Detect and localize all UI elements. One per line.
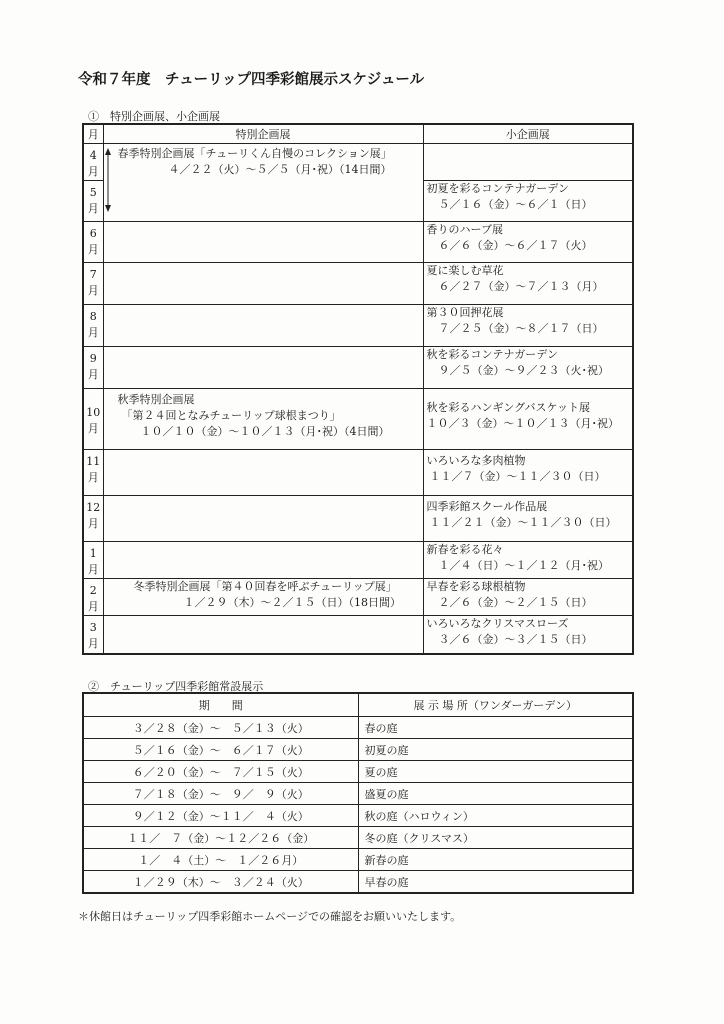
small-exhibit-cell: いろいろなクリスマスローズ ３／６（金）～３／１５（日）: [423, 616, 633, 654]
small-exhibit-cell: 四季彩館スクール作品展 １１／２１（金）～１１／３０（日）: [423, 496, 633, 542]
special-exhibit-cell: [103, 542, 423, 579]
table-row: [83, 144, 633, 181]
small-exhibit-cell: 新春を彩る花々 １／４（日）～１／１２（月･祝）: [423, 542, 633, 579]
month-cell: 11 月: [83, 450, 103, 496]
month-cell: 9 月: [83, 347, 103, 389]
table-row: [83, 542, 633, 579]
place-cell: 早春の庭: [358, 871, 633, 894]
special-exhibit-cell: [103, 616, 423, 654]
small-exhibit-cell: 早春を彩る球根植物 ２／６（金）～２／１５（日）: [423, 579, 633, 616]
small-exhibit-cell: 秋を彩るハンギングバスケット展 １０／３（金）～１０／１３（月･祝）: [423, 389, 633, 450]
table-row: [83, 450, 633, 496]
autumn-exhibit-name: 秋季特別企画展: [117, 393, 195, 406]
small-exhibit-cell: 夏に楽しむ草花 ６／２７（金）～７／１３（月）: [423, 263, 633, 305]
month-cell: 10 月: [83, 389, 103, 450]
month-cell: 6 月: [83, 222, 103, 263]
table-row: [83, 496, 633, 542]
small-exhibit-cell: いろいろな多肉植物 １１／７（金）～１１／３０（日）: [423, 450, 633, 496]
month-cell: 1 月: [83, 542, 103, 579]
table-row: [83, 305, 633, 347]
table-row: [83, 827, 633, 849]
month-cell: 8 月: [83, 305, 103, 347]
period-cell: ３／２８（金）～ ５／１３（火）: [83, 717, 358, 739]
special-exhibit-cell: [103, 305, 423, 347]
period-cell: ９／１２（金）～１１／ ４（火）: [83, 805, 358, 827]
small-exhibit-cell: 香りのハーブ展 ６／６（金）～６／１７（火）: [423, 222, 633, 263]
period-cell: ７／１８（金）～ ９／ ９（火）: [83, 783, 358, 805]
table-row: [83, 871, 633, 894]
month-cell: 12 月: [83, 496, 103, 542]
place-cell: 冬の庭（クリスマス）: [358, 827, 633, 849]
small-exhibit-cell: 初夏を彩るコンテナガーデン ５／１６（金）～６／１（日）: [423, 181, 633, 222]
spring-exhibit-dates: ４／２２（火）～５／５（月･祝）（14日間）: [157, 163, 392, 176]
closing-day-note: ＊休館日はチューリップ四季彩館ホームページでの確認をお願いいたします。: [78, 910, 462, 923]
special-exhibit-cell: [103, 450, 423, 496]
header-place: 展 示 場 所（ワンダーガーデン）: [358, 693, 633, 717]
place-cell: 春の庭: [358, 717, 633, 739]
table-row: [83, 761, 633, 783]
place-cell: 初夏の庭: [358, 739, 633, 761]
place-cell: 秋の庭（ハロウィン）: [358, 805, 633, 827]
month-cell: 2 月: [83, 579, 103, 616]
winter-special-exhibit: [103, 579, 423, 616]
header-month: 月: [83, 124, 103, 144]
permanent-exhibit-table: [82, 692, 634, 894]
spring-special-exhibit: [103, 144, 423, 222]
month-cell: 3 月: [83, 616, 103, 654]
special-exhibit-cell: [103, 222, 423, 263]
duration-arrow-icon: [104, 148, 112, 212]
table-row: [83, 579, 633, 616]
month-cell: 5 月: [83, 181, 103, 222]
table-row: [83, 717, 633, 739]
table-row: [83, 222, 633, 263]
place-cell: 盛夏の庭: [358, 783, 633, 805]
table-row: [83, 263, 633, 305]
autumn-exhibit-dates: １０／１０（金）～１０／１３（月･祝）（4日間）: [129, 425, 390, 438]
section2-heading: ② チューリップ四季彩館常設展示: [88, 680, 264, 693]
autumn-special-exhibit: [103, 389, 423, 450]
period-cell: １１／ ７（金）～１２／２６（金）: [83, 827, 358, 849]
period-cell: ５／１６（金）～ ６／１７（火）: [83, 739, 358, 761]
section1-heading: ① 特別企画展、小企画展: [88, 110, 220, 123]
small-exhibit-cell: [423, 144, 633, 181]
table-row: [83, 849, 633, 871]
special-exhibit-cell: [103, 263, 423, 305]
autumn-exhibit-subtitle: 「第２４回となみチューリップ球根まつり」: [121, 409, 341, 422]
table-row: [83, 739, 633, 761]
table-row: [83, 783, 633, 805]
winter-exhibit-name: 冬季特別企画展「第４０回春を呼ぶチューリップ展」: [133, 580, 397, 593]
small-exhibit-cell: 秋を彩るコンテナガーデン ９／５（金）～９／２３（火･祝）: [423, 347, 633, 389]
page-title: 令和７年度 チューリップ四季彩館展示スケジュール: [78, 72, 425, 88]
header-period: 期 間: [83, 693, 358, 717]
place-cell: 新春の庭: [358, 849, 633, 871]
spring-exhibit-name: 春季特別企画展「チューリくん自慢のコレクション展」: [117, 147, 392, 160]
table-header-row: [83, 124, 633, 144]
month-cell: 7 月: [83, 263, 103, 305]
period-cell: １／ ４（土）～ １／２６月）: [83, 849, 358, 871]
table-header-row: [83, 693, 633, 717]
header-special: 特別企画展: [103, 124, 423, 144]
period-cell: １／２９（木）～ ３／２４（火）: [83, 871, 358, 894]
month-cell: 4 月: [83, 144, 103, 181]
winter-exhibit-dates: １／２９（木）～２／１５（日）（18日間）: [183, 596, 401, 609]
table-row: [83, 347, 633, 389]
header-small: 小企画展: [423, 124, 633, 144]
small-exhibit-cell: 第３０回押花展 ７／２５（金）～８／１７（日）: [423, 305, 633, 347]
place-cell: 夏の庭: [358, 761, 633, 783]
period-cell: ６／２０（金）～ ７／１５（火）: [83, 761, 358, 783]
table-row: [83, 616, 633, 654]
table-row: [83, 805, 633, 827]
special-exhibit-cell: [103, 347, 423, 389]
exhibition-table: [82, 123, 634, 655]
special-exhibit-cell: [103, 496, 423, 542]
table-row: [83, 389, 633, 450]
